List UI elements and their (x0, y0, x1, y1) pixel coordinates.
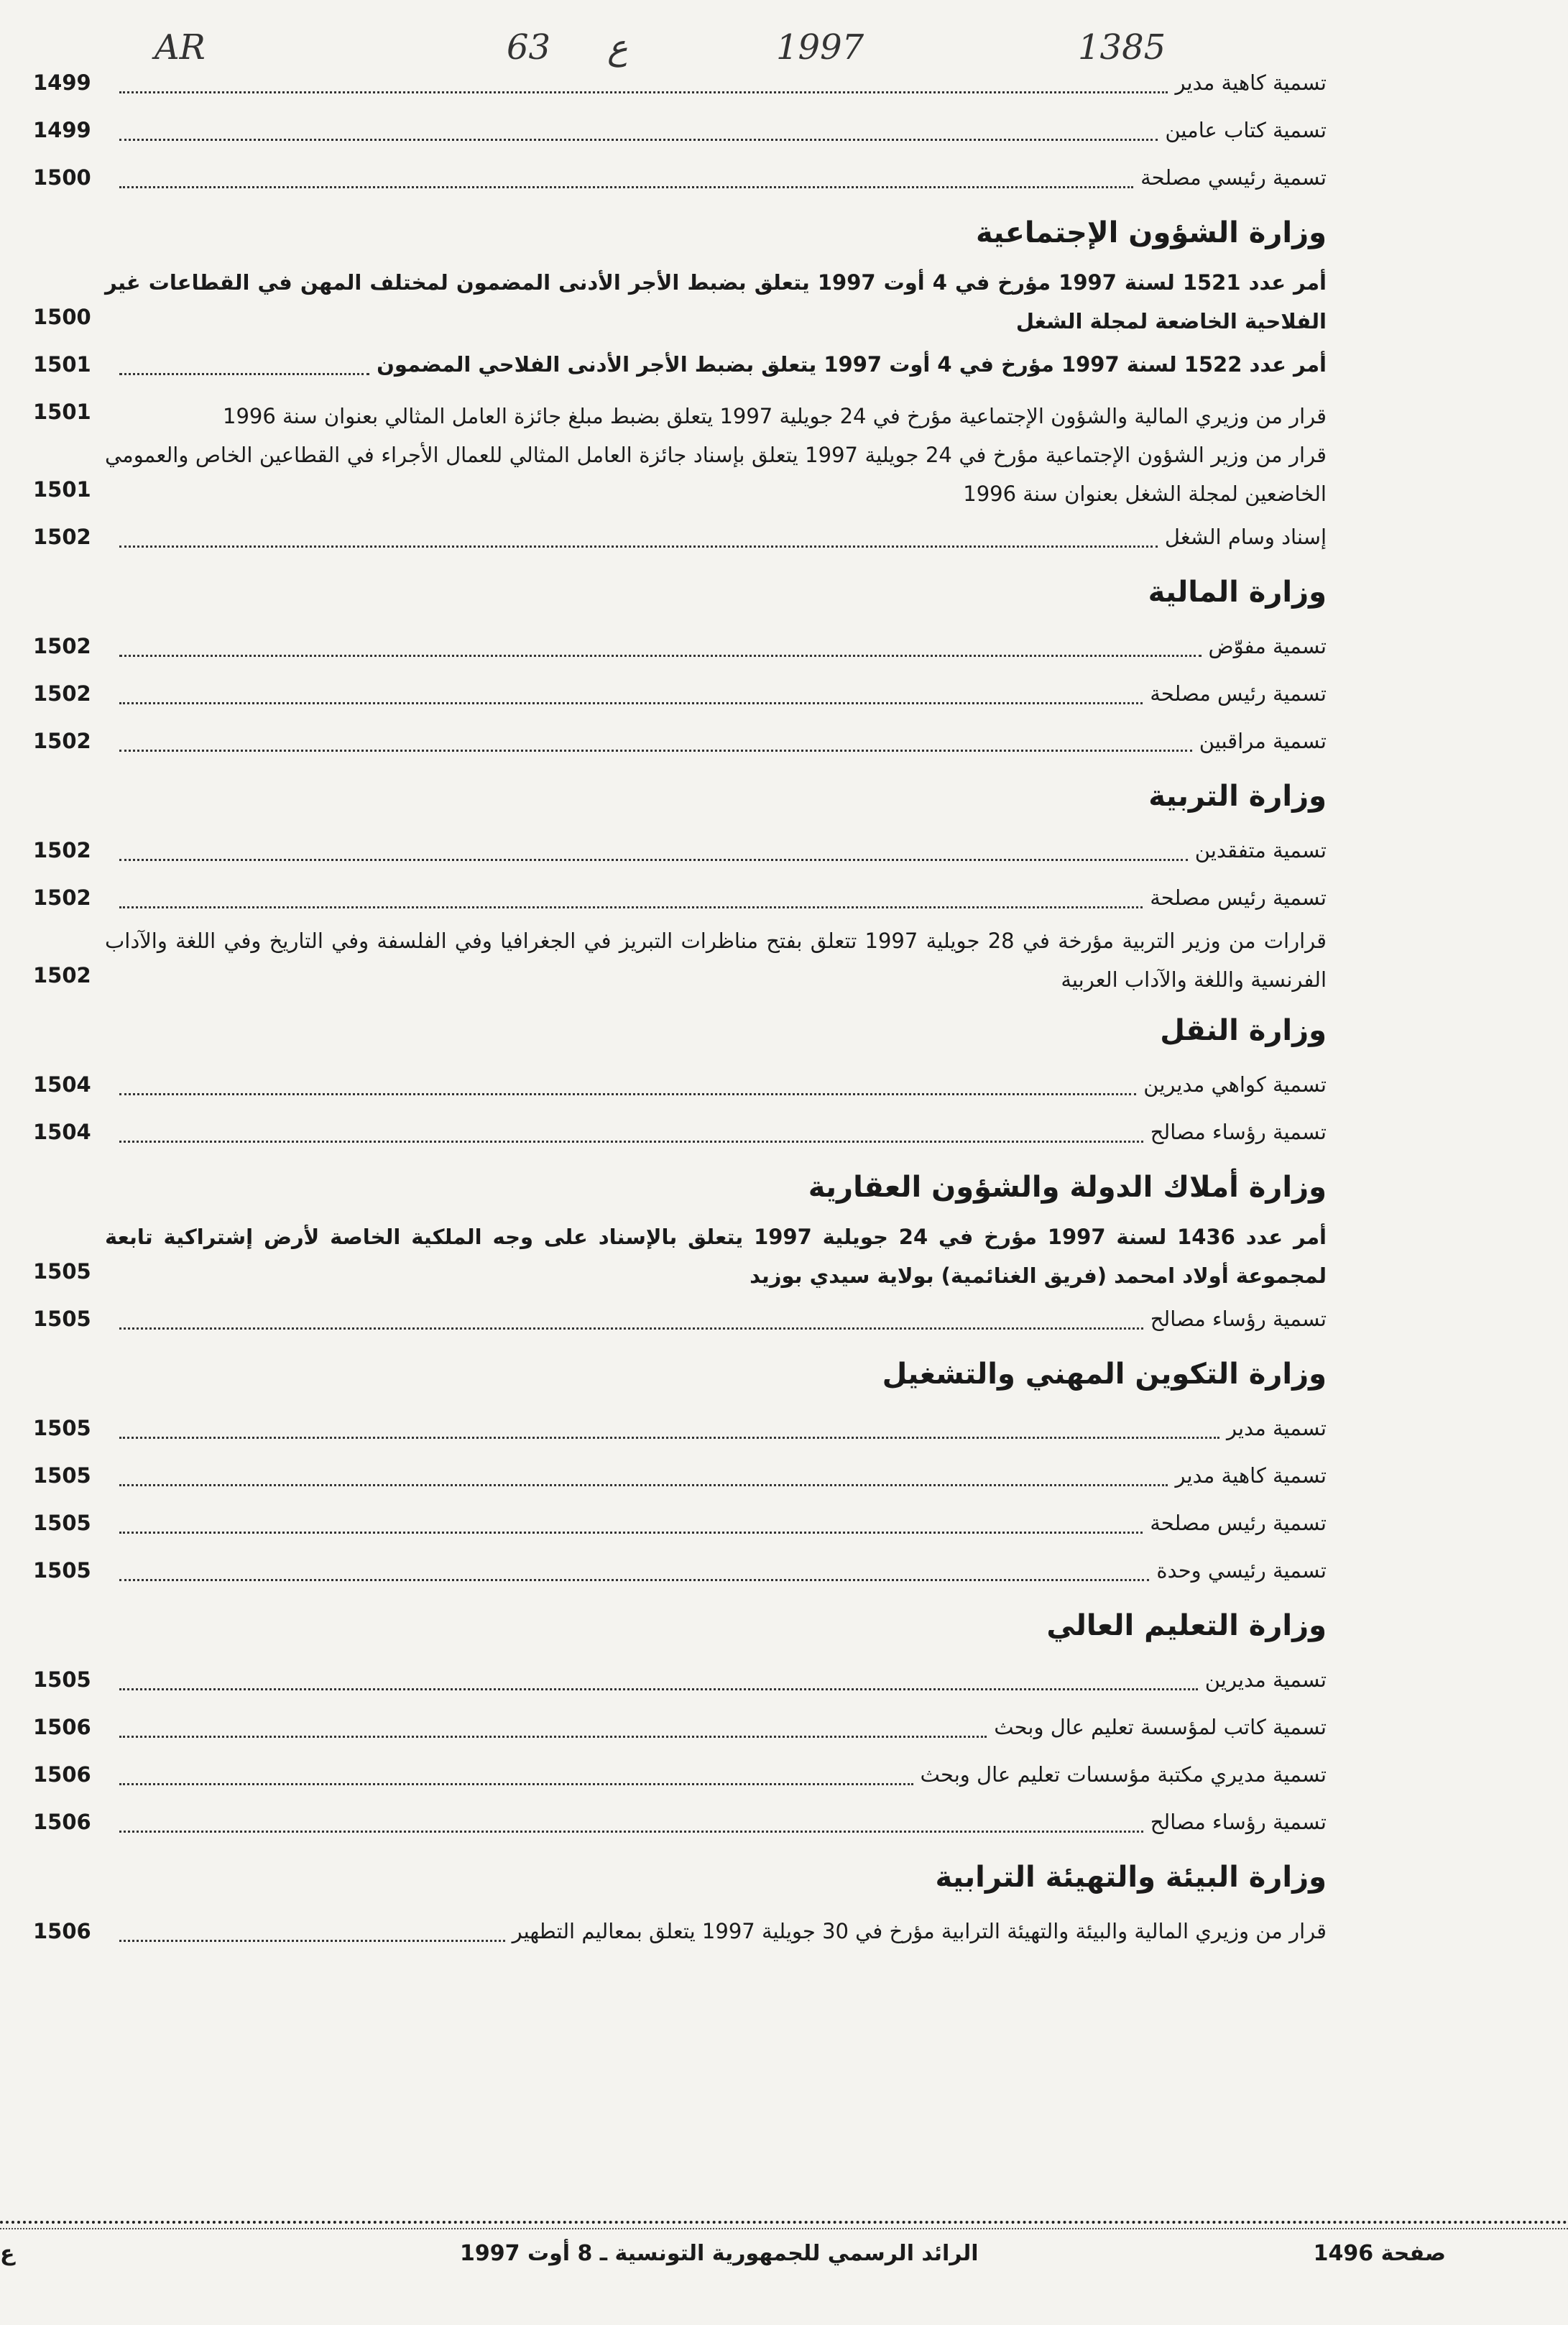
toc-page-number: 1505 (33, 1667, 91, 1692)
section-heading: وزارة البيئة والتهيئة الترابية (935, 1861, 1327, 1894)
toc-entry (33, 263, 1327, 341)
toc-entry-text: تسمية رؤساء مصالح (1150, 1307, 1327, 1331)
toc-entry-text: تسمية رئيسي مصلحة (1140, 165, 1327, 190)
toc-entry (33, 622, 1327, 670)
toc-entry-text: تسمية مديري مكتبة مؤسسات تعليم عال وبحث (920, 1762, 1327, 1787)
toc-entry (33, 1061, 1327, 1108)
dot-leader (119, 701, 1143, 704)
toc-entry-text: قرار من وزيري المالية والبيئة والتهيئة الترابية مؤرخ في 30 جويلية 1997 يتعلق بمعاليم التطهير (512, 1919, 1327, 1943)
toc-page-number: 1501 (33, 352, 91, 377)
section-heading: وزارة التربية (1148, 780, 1327, 813)
section-heading: وزارة أملاك الدولة والشؤون العقارية (808, 1171, 1327, 1204)
dot-leader (119, 1531, 1143, 1534)
toc-page-number: 1500 (33, 305, 91, 329)
dot-leader (119, 749, 1192, 752)
toc-entry-text: تسمية مراقبين (1199, 729, 1327, 753)
toc-page-number: 1506 (33, 1715, 91, 1739)
dot-leader (119, 858, 1188, 861)
toc-entry (33, 1656, 1327, 1703)
toc-entry-text: تسمية مفوّض (1208, 634, 1327, 658)
toc-entry (33, 1703, 1327, 1751)
toc-page-number: 1501 (33, 477, 91, 502)
toc-entry-text: تسمية رؤساء مصالح (1150, 1120, 1327, 1144)
dot-leader (119, 906, 1143, 908)
dot-leader (119, 1939, 505, 1942)
toc-page-number: 1501 (33, 400, 91, 424)
toc-entry-text: تسمية كتاب عامين (1165, 118, 1327, 142)
dot-leader (119, 138, 1158, 141)
footer-divider (0, 2221, 1568, 2224)
toc-entry (33, 1452, 1327, 1499)
toc-entry (33, 827, 1327, 874)
toc-entry (33, 1217, 1327, 1295)
toc-page-number: 1502 (33, 885, 91, 910)
toc-entry (33, 513, 1327, 561)
toc-page-number: 1506 (33, 1762, 91, 1787)
toc-entry (33, 106, 1327, 154)
handwritten-note-code: 1385 (1078, 27, 1166, 68)
toc-entry-text: تسمية مديرين (1204, 1667, 1327, 1692)
handwritten-note-year: 1997 (776, 27, 864, 68)
dot-leader (119, 1782, 913, 1785)
toc-entry (33, 59, 1327, 106)
toc-entry-text: تسمية رئيس مصلحة (1150, 681, 1327, 706)
toc-page-number: 1505 (33, 1259, 91, 1284)
toc-page-number: 1505 (33, 1558, 91, 1583)
toc-entry-text: تسمية رؤساء مصالح (1150, 1810, 1327, 1834)
toc-entry (33, 341, 1327, 388)
toc-page-number: 1505 (33, 1416, 91, 1440)
footer-divider-secondary (0, 2228, 1568, 2229)
handwritten-note-letter: ع (607, 27, 628, 68)
toc-page-number: 1505 (33, 1511, 91, 1535)
table-of-contents (33, 59, 1327, 1955)
toc-entry (33, 1798, 1327, 1846)
dot-leader (119, 91, 1168, 93)
toc-page-number: 1499 (33, 70, 91, 95)
dot-leader (119, 1436, 1219, 1439)
footer-edge-letter: ع (0, 2241, 15, 2266)
toc-entry (33, 388, 1327, 436)
dot-leader (119, 1140, 1143, 1143)
toc-page-number: 1499 (33, 118, 91, 142)
toc-entry (33, 154, 1327, 201)
toc-entry-text: أمر عدد 1436 لسنة 1997 مؤرخ في 24 جويلية 1997 يتعلق بالإسناد على وجه الملكية الخاصة لأرض إشتراكية تابعة لمجموعة أولاد امحمد (فريق الغنائمية) بولاية سيدي بوزيد (105, 1225, 1327, 1288)
toc-entry (33, 1907, 1327, 1955)
handwritten-note-issue: 63 (507, 27, 551, 68)
footer-page-number: صفحة 1496 (1313, 2241, 1446, 2266)
dot-leader (119, 545, 1158, 548)
toc-page-number: 1505 (33, 1307, 91, 1331)
dot-leader (119, 1092, 1136, 1095)
toc-entry (33, 921, 1327, 999)
dot-leader (119, 1483, 1168, 1486)
dot-leader (119, 372, 369, 375)
toc-entry (33, 1295, 1327, 1343)
toc-page-number: 1506 (33, 1919, 91, 1943)
toc-page-number: 1504 (33, 1072, 91, 1097)
section-heading: وزارة الشؤون الإجتماعية (975, 216, 1327, 249)
section-heading: وزارة التعليم العالي (1046, 1609, 1327, 1642)
toc-page-number: 1502 (33, 525, 91, 549)
toc-entry (33, 1751, 1327, 1798)
toc-page-number: 1502 (33, 963, 91, 987)
toc-entry (33, 717, 1327, 765)
toc-entry-text: تسمية رئيسي وحدة (1156, 1558, 1327, 1583)
toc-entry-text: أمر عدد 1521 لسنة 1997 مؤرخ في 4 أوت 1997 يتعلق بضبط الأجر الأدنى المضمون لمختلف المهن في القطاعات غير الفلاحية الخاضعة لمجلة الشغل (105, 270, 1327, 333)
toc-entry (33, 1499, 1327, 1547)
toc-entry (33, 436, 1327, 513)
section-heading: وزارة التكوين المهني والتشغيل (882, 1358, 1327, 1391)
toc-entry (33, 670, 1327, 717)
toc-entry-text: تسمية رئيس مصلحة (1150, 1511, 1327, 1535)
toc-entry (33, 1404, 1327, 1452)
handwritten-note-ar: AR (155, 27, 206, 68)
toc-page-number: 1502 (33, 634, 91, 658)
page-footer (0, 2241, 1568, 2284)
toc-entry (33, 874, 1327, 921)
toc-page-number: 1504 (33, 1120, 91, 1144)
toc-entry-text: قرار من وزير الشؤون الإجتماعية مؤرخ في 24 جويلية 1997 يتعلق بإسناد جائزة العامل المثالي للعمال الأجراء في القطاعين الخاص والعمومي الخاضعين لمجلة الشغل بعنوان سنة 1996 (105, 443, 1327, 506)
toc-page-number: 1502 (33, 681, 91, 706)
toc-entry-text: أمر عدد 1522 لسنة 1997 مؤرخ في 4 أوت 1997 يتعلق بضبط الأجر الأدنى الفلاحي المضمون (377, 352, 1327, 377)
dot-leader (119, 185, 1133, 188)
dot-leader (119, 654, 1202, 657)
toc-page-number: 1505 (33, 1463, 91, 1488)
toc-entry (33, 1108, 1327, 1156)
toc-page-number: 1506 (33, 1810, 91, 1834)
dot-leader (119, 1327, 1143, 1330)
toc-entry-text: تسمية متفقدين (1194, 838, 1327, 862)
toc-entry (33, 1547, 1327, 1594)
toc-page-number: 1502 (33, 729, 91, 753)
toc-entry-text: تسمية كاهية مدير (1175, 70, 1327, 95)
toc-entry-text: تسمية كواهي مديرين (1143, 1072, 1327, 1097)
section-heading: وزارة النقل (1160, 1014, 1327, 1047)
toc-entry-text: قرار من وزيري المالية والشؤون الإجتماعية مؤرخ في 24 جويلية 1997 يتعلق بضبط مبلغ جائزة العامل المثالي بعنوان سنة 1996 (223, 404, 1327, 428)
toc-entry-text: تسمية رئيس مصلحة (1150, 885, 1327, 910)
dot-leader (119, 1735, 987, 1738)
section-heading: وزارة المالية (1148, 576, 1327, 609)
toc-entry-text: تسمية مدير (1226, 1416, 1327, 1440)
toc-entry-text: تسمية كاهية مدير (1175, 1463, 1327, 1488)
toc-page-number: 1502 (33, 838, 91, 862)
toc-entry-text: تسمية كاتب لمؤسسة تعليم عال وبحث (994, 1715, 1327, 1739)
toc-entry-text: قرارات من وزير التربية مؤرخة في 28 جويلية 1997 تتعلق بفتح مناظرات التبريز في الجغرافيا وفي الفلسفة وفي التاريخ وفي اللغة والآداب الفرنسية واللغة والآداب العربية (105, 929, 1327, 992)
toc-entry-text: إسناد وسام الشغل (1164, 525, 1327, 549)
dot-leader (119, 1688, 1198, 1690)
dot-leader (119, 1578, 1149, 1581)
dot-leader (119, 1830, 1143, 1833)
footer-journal-title: الرائد الرسمي للجمهورية التونسية ـ 8 أوت 1997 (460, 2241, 979, 2266)
toc-page-number: 1500 (33, 165, 91, 190)
